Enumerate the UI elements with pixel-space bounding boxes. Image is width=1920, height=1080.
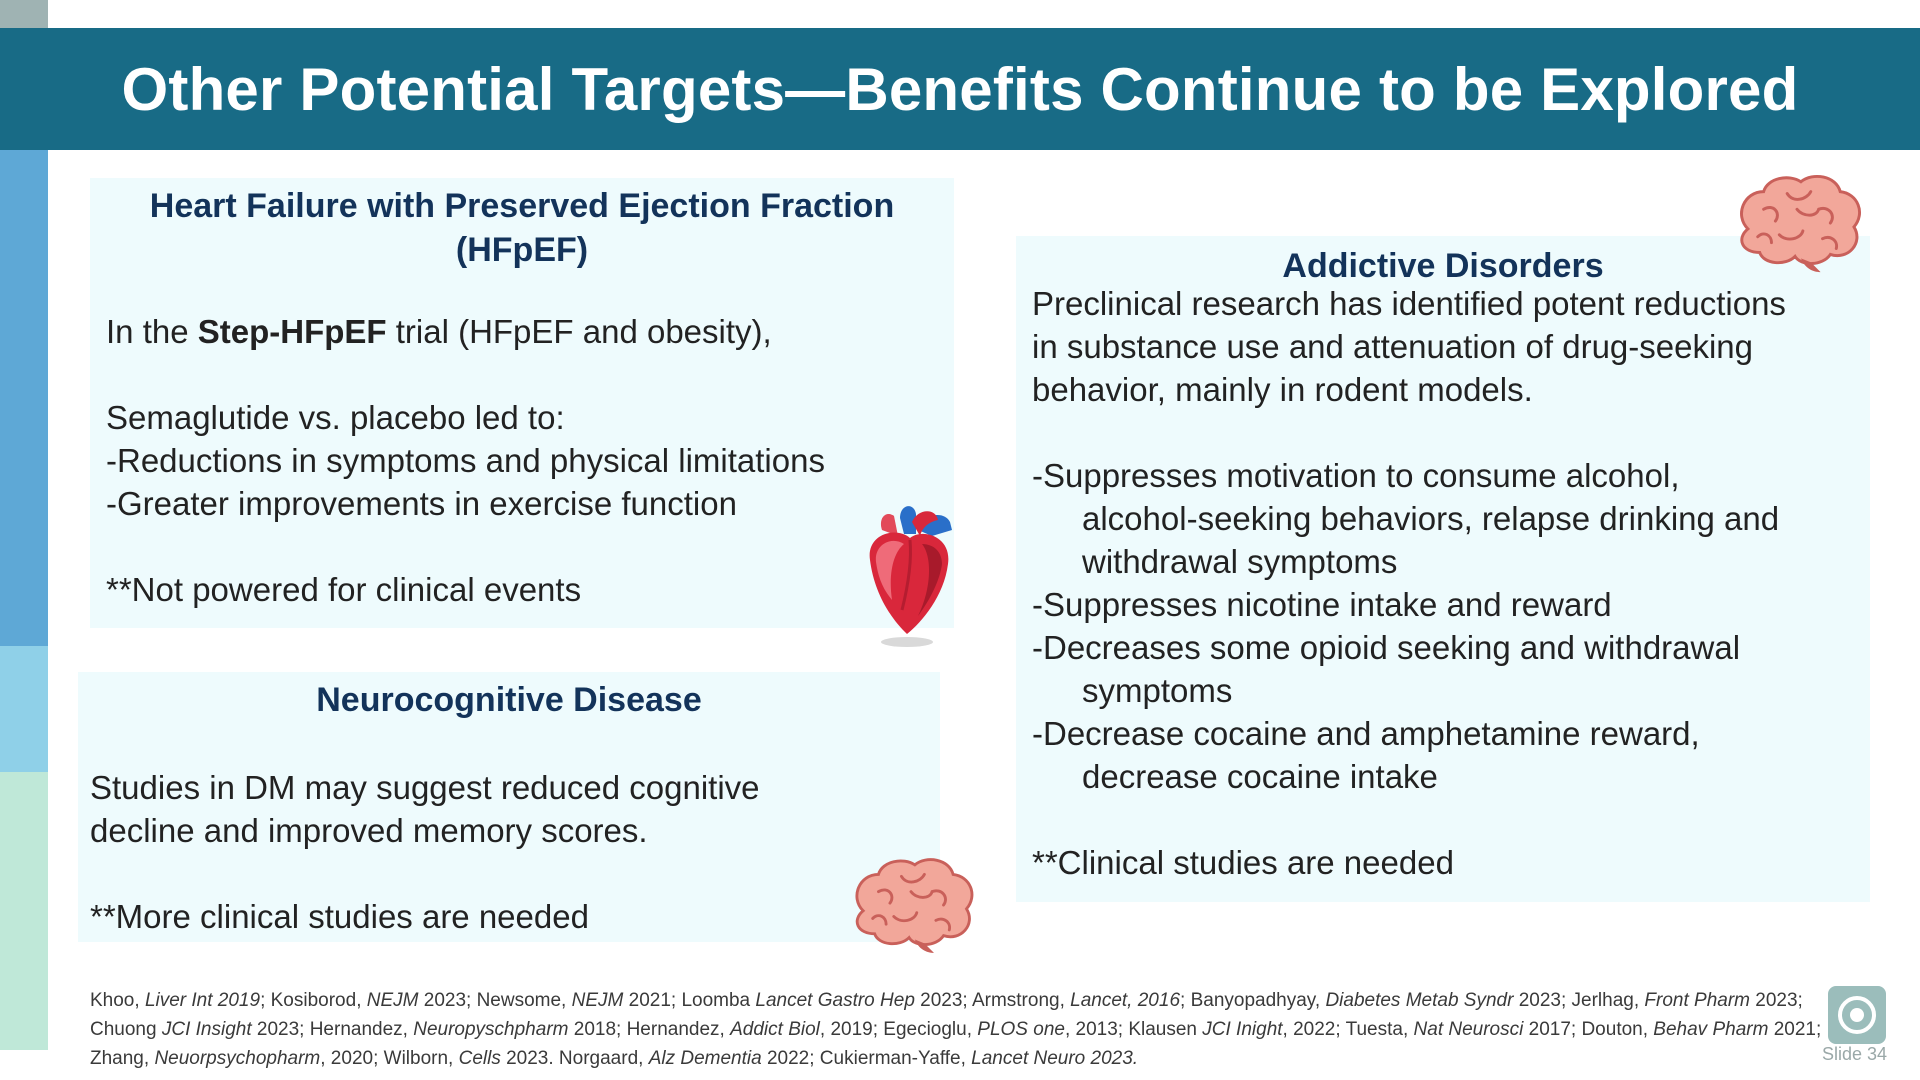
neuro-heading: Neurocognitive Disease — [316, 681, 702, 719]
heart-icon — [852, 500, 962, 650]
reference-fragment: JCI Insight — [161, 1019, 252, 1040]
hfpef-intro-before: In the — [106, 313, 198, 350]
reference-fragment: Neuorpsychopharm — [154, 1048, 321, 1069]
reference-fragment: , 2013; Klausen — [1064, 1019, 1203, 1040]
hfpef-panel — [90, 178, 954, 628]
presenter-logo-icon — [1826, 984, 1888, 1046]
addictive-intro-2: in substance use and attenuation of drug-seeking — [1032, 328, 1754, 365]
title-bar — [0, 28, 1920, 150]
reference-fragment: , 2020; Wilborn, — [320, 1048, 459, 1069]
reference-fragment: , 2022; Tuesta, — [1282, 1019, 1414, 1040]
hfpef-body — [106, 310, 946, 611]
hfpef-note: **Not powered for clinical events — [106, 571, 582, 608]
opioid-bullet-1: -Decreases some opioid seeking and withdrawal — [1032, 629, 1741, 666]
reference-fragment: 2023; Chuong — [90, 990, 1803, 1040]
hfpef-bullet-2: -Greater improvements in exercise function — [106, 485, 737, 522]
reference-fragment: Addict Biol — [730, 1019, 820, 1040]
slide-title: Other Potential Targets—Benefits Continue to be Explored — [121, 55, 1799, 123]
reference-fragment: NEJM — [571, 990, 624, 1011]
alcohol-bullet-3: withdrawal symptoms — [1082, 543, 1398, 580]
reference-fragment: JCI Inight — [1202, 1019, 1283, 1040]
hfpef-heading: Heart Failure with Preserved Ejection Fraction (HFpEF) — [149, 187, 895, 269]
addictive-intro-3: behavior, mainly in rodent models. — [1032, 371, 1533, 408]
reference-fragment: NEJM — [366, 990, 419, 1011]
accent-stripe-blue — [0, 150, 48, 646]
reference-fragment: Khoo, — [90, 990, 145, 1011]
reference-fragment: Lancet, 2016 — [1070, 990, 1181, 1011]
reference-fragment: Behav Pharm — [1653, 1019, 1769, 1040]
reference-fragment: 2023; Jerlhag, — [1513, 990, 1645, 1011]
addictive-intro-1: Preclinical research has identified potent reductions — [1032, 285, 1786, 322]
reference-fragment: Front Pharm — [1644, 990, 1751, 1011]
reference-fragment: 2018; Hernandez, — [568, 1019, 731, 1040]
reference-fragment: 2021; Loomba — [623, 990, 756, 1011]
hfpef-bullet-1: -Reductions in symptoms and physical limitations — [106, 442, 825, 479]
neuro-line-1: Studies in DM may suggest reduced cognitive — [90, 769, 760, 806]
neuro-panel — [78, 672, 940, 942]
reference-fragment: Neuropyschpharm — [413, 1019, 569, 1040]
reference-fragment: Lancet Neuro 2023. — [971, 1048, 1139, 1069]
neuro-note: **More clinical studies are needed — [90, 898, 589, 935]
reference-fragment: Lancet Gastro Hep — [755, 990, 915, 1011]
reference-fragment: 2023; Armstrong, — [914, 990, 1071, 1011]
slide-number: Slide 34 — [1822, 1044, 1888, 1064]
hfpef-intro — [106, 310, 946, 353]
hfpef-intro-after: trial (HFpEF and obesity), — [386, 313, 772, 350]
reference-fragment: ; Kosiborod, — [260, 990, 367, 1011]
accent-stripe-top — [0, 0, 48, 28]
reference-fragment: 2023; Newsome, — [418, 990, 572, 1011]
nicotine-bullet: -Suppresses nicotine intake and reward — [1032, 586, 1612, 623]
reference-fragment: ; Banyopadhyay, — [1180, 990, 1326, 1011]
reference-fragment: Alz Dementia — [648, 1048, 762, 1069]
references — [90, 986, 1830, 1073]
cocaine-bullet-2: decrease cocaine intake — [1082, 758, 1438, 795]
opioid-bullet-2: symptoms — [1082, 672, 1233, 709]
reference-fragment: , 2019; Egecioglu, — [819, 1019, 978, 1040]
reference-fragment: 2017; Douton, — [1523, 1019, 1654, 1040]
alcohol-bullet-1: -Suppresses motivation to consume alcohol, — [1032, 457, 1680, 494]
addictive-note: **Clinical studies are needed — [1032, 844, 1454, 881]
alcohol-bullet-2: alcohol-seeking behaviors, relapse drinking and — [1082, 500, 1780, 537]
neuro-body — [90, 766, 930, 938]
cocaine-bullet-1: -Decrease cocaine and amphetamine reward, — [1032, 715, 1700, 752]
reference-fragment: 2023; Hernandez, — [251, 1019, 414, 1040]
reference-fragment: 2021; Zhang, — [90, 1019, 1822, 1069]
reference-fragment: Nat Neurosci — [1413, 1019, 1524, 1040]
reference-fragment: 2022; Cukierman-Yaffe, — [761, 1048, 972, 1069]
hfpef-trial-name: Step-HFpEF — [197, 313, 387, 350]
accent-stripe-mint — [0, 772, 48, 1050]
neuro-line-2: decline and improved memory scores. — [90, 812, 648, 849]
reference-fragment: Diabetes Metab Syndr — [1325, 990, 1514, 1011]
addictive-body — [1032, 282, 1862, 884]
accent-stripe-light-blue — [0, 646, 48, 772]
brain-icon — [844, 852, 978, 960]
reference-fragment: PLOS one — [977, 1019, 1065, 1040]
reference-fragment: Liver Int 2019 — [144, 990, 261, 1011]
hfpef-lead: Semaglutide vs. placebo led to: — [106, 399, 565, 436]
addictive-heading: Addictive Disorders — [1282, 247, 1604, 285]
reference-fragment: 2023. Norgaard, — [500, 1048, 649, 1069]
addictive-panel — [1016, 236, 1870, 902]
reference-fragment: Cells — [458, 1048, 501, 1069]
brain-icon — [1728, 170, 1866, 278]
